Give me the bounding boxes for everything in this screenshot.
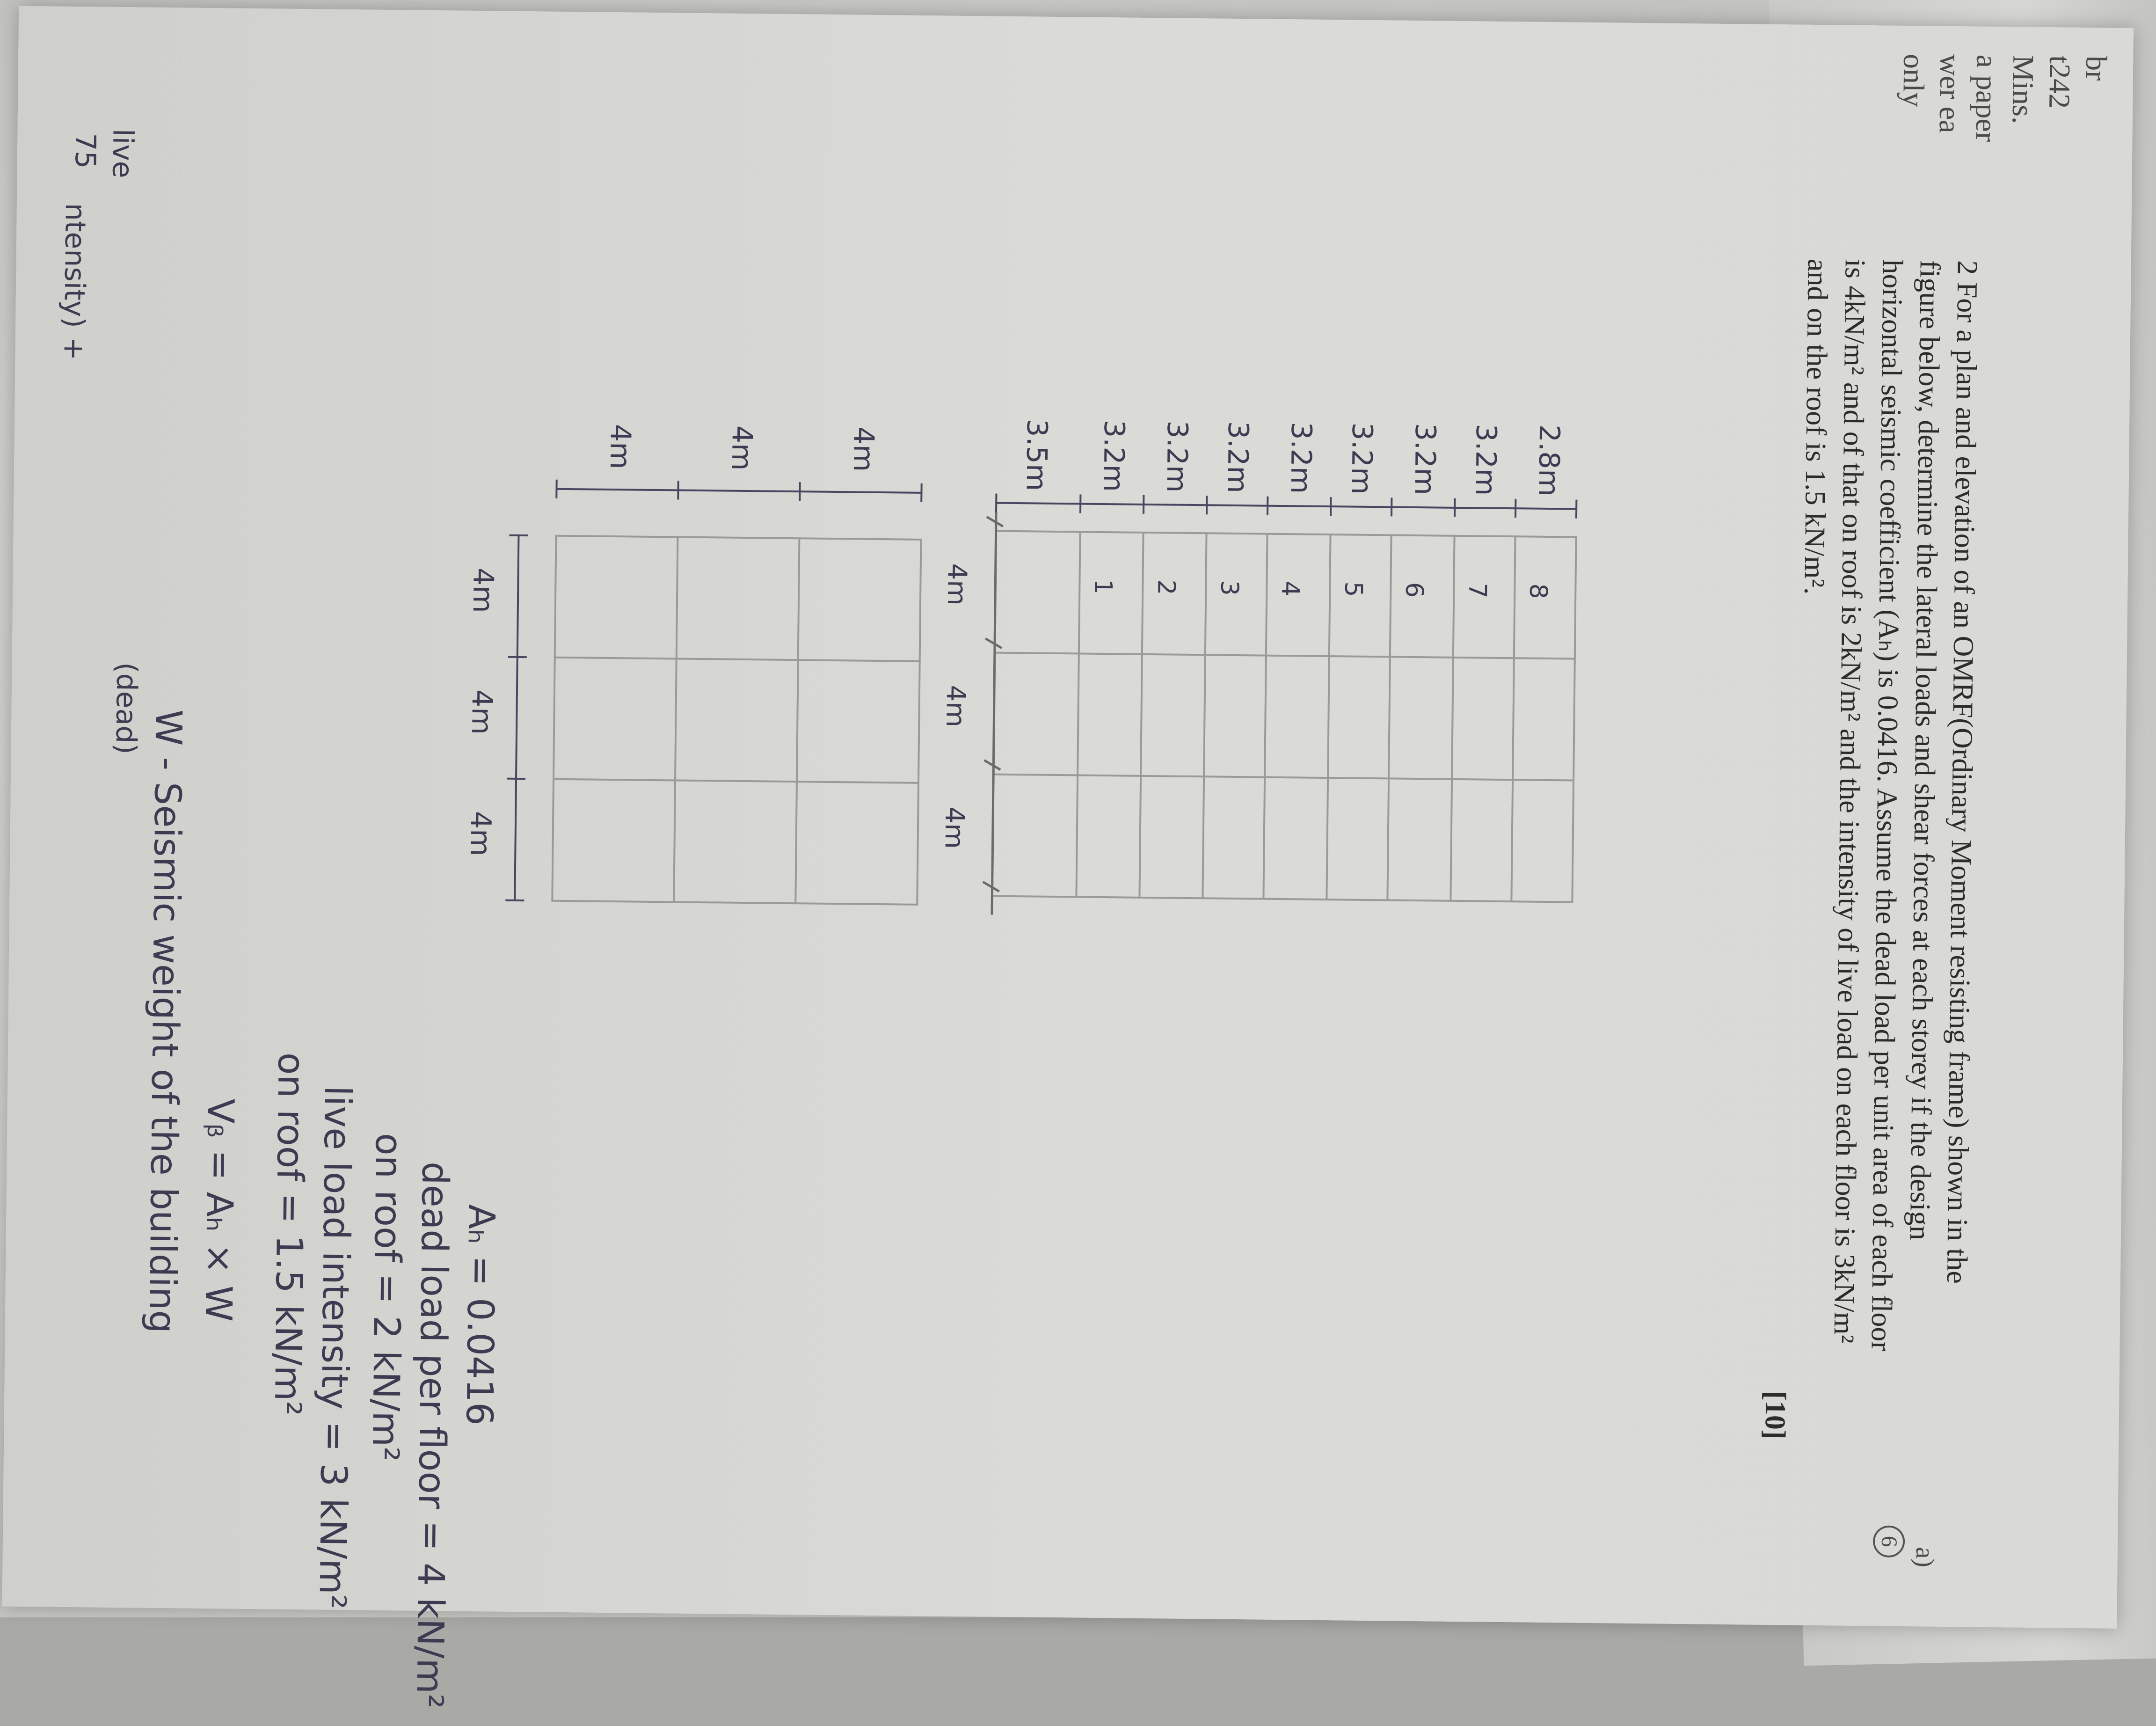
- storey-height-label: 3.2m: [1345, 422, 1378, 495]
- plan-depth-dimension: [556, 480, 921, 502]
- storey-height-label: 3.2m: [1160, 420, 1194, 493]
- ah-line: Aₕ = 0.0416: [458, 1204, 503, 1426]
- seismic-weight-dead: (dead): [109, 662, 143, 754]
- margin-line: wer ea: [1931, 54, 1969, 176]
- plan-width-dimension: [505, 535, 528, 900]
- plan-depth-label: 4m: [604, 424, 637, 469]
- elevation-column: [993, 775, 1573, 781]
- elevation-bay-label: 4m: [941, 563, 972, 606]
- elevation-beam: [1326, 534, 1330, 900]
- height-dimension: [996, 494, 1576, 519]
- floor-number: 2: [1152, 579, 1180, 595]
- ground-line: [983, 512, 1003, 914]
- question-line: 2 For a plan and elevation of an OMRF(Ordinary Moment resisting frame) shown in the: [1936, 260, 1986, 1501]
- live-load-roof-line: on roof = 1.5 kN/m²: [266, 1052, 312, 1416]
- plan-outline: [552, 536, 921, 905]
- plan-line: [554, 779, 918, 783]
- margin-line: only: [1894, 54, 1932, 176]
- plan-depth-label: 4m: [847, 426, 880, 472]
- storey-height-label: 3.2m: [1408, 423, 1442, 496]
- elevation-beam: [1511, 536, 1515, 901]
- question-line: figure below, determine the lateral loads and shear forces at each storey if the design: [1898, 260, 1949, 1500]
- plan-line: [555, 658, 920, 661]
- dead-load-roof-line: on roof = 2 kN/m²: [364, 1133, 409, 1462]
- live-fraction-numerator: live: [106, 129, 139, 178]
- margin-line: Mins.: [2004, 55, 2042, 177]
- seismic-weight-line: W - Seismic weight of the building: [141, 709, 189, 1334]
- option-marker: a): [1910, 1547, 1940, 1567]
- storey-height-label: 3.2m: [1221, 421, 1254, 494]
- elevation-bay-label: 4m: [940, 685, 971, 727]
- elevation-beam: [1387, 535, 1391, 900]
- question-line: and on the roof is 1.5 kN/m².: [1786, 259, 1836, 1499]
- live-load-floor-line: live load intensity = 3 kN/m²: [311, 1085, 358, 1609]
- storey-height-label: 3.5m: [1020, 419, 1054, 491]
- storey-height-label: 2.8m: [1532, 424, 1566, 497]
- dead-load-floor-line: dead load per floor = 4 kN/m²: [408, 1162, 456, 1709]
- floor-number: 5: [1339, 581, 1367, 597]
- question-line: horizontal seismic coefficient (Aₕ) is 0.0416. Assume the dead load per unit area of each floor: [1861, 259, 1911, 1500]
- plan-line: [795, 538, 799, 903]
- elevation-beam: [1263, 534, 1267, 899]
- base-shear-line: Vᵦ = Aₕ × W: [197, 1098, 241, 1322]
- margin-line: br: [2077, 56, 2115, 178]
- storey-height-label: 3.2m: [1284, 422, 1318, 494]
- floor-number: 8: [1524, 583, 1552, 599]
- elevation-column: [995, 653, 1575, 659]
- elevation-beam: [1202, 533, 1206, 898]
- exam-page: [2, 6, 2134, 1629]
- floor-number: 3: [1215, 580, 1243, 596]
- elevation-beam: [1450, 536, 1454, 901]
- question-line: is 4kN/m² and of that on roof is 2kN/m² and the intensity of live load on each floor is 3kN/m²: [1823, 259, 1874, 1499]
- question-marks: [10]: [1758, 1391, 1792, 1440]
- partial-text: ntensity) +: [57, 203, 92, 361]
- storey-height-label: 3.2m: [1469, 424, 1502, 496]
- elevation-beam: [1139, 533, 1143, 898]
- plan-line: [674, 537, 677, 902]
- plan-bay-label: 4m: [465, 689, 498, 735]
- floor-number: 1: [1089, 579, 1117, 595]
- floor-number: 4: [1276, 581, 1304, 597]
- elevation-beam: [1076, 532, 1080, 897]
- plan-bay-label: 4m: [464, 811, 497, 856]
- live-fraction-denominator: 75: [69, 133, 102, 169]
- margin-line: t242: [2040, 55, 2078, 177]
- floor-number: 6: [1400, 582, 1428, 598]
- plan-bay-label: 4m: [466, 568, 500, 613]
- plan-depth-label: 4m: [725, 425, 758, 471]
- margin-line: a paper: [1967, 54, 2005, 176]
- floor-number: 7: [1463, 583, 1491, 599]
- option-circle: 6: [1873, 1525, 1905, 1558]
- plan-grid: [552, 536, 921, 905]
- storey-height-label: 3.2m: [1097, 420, 1131, 492]
- elevation-bay-label: 4m: [939, 806, 969, 849]
